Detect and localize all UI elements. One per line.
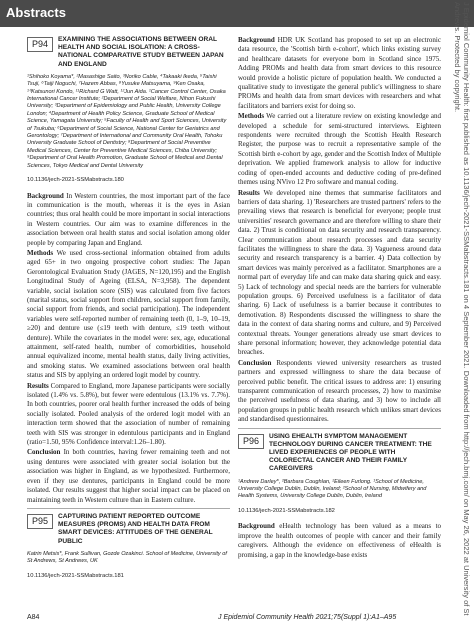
background-text: eHealth technology has been valued as a means to improve the health outcomes of people with cancer and their family caregivers. Although the evidence on effectiveness of eHealth is promising, a gap in the knowledge-base exists xyxy=(238,522,442,559)
left-column xyxy=(27,36,230,587)
abstract-id-badge: P96 xyxy=(238,434,264,449)
abstract-authors: ¹Andrew Darley*, ²Barbara Coughlan, ²Eileen Furlong. ¹School of Medicine, University College Dublin, Dublin, Ireland; ²School of Nursing, Midwifery and Health Systems, University College Dublin, Dublin, Ireland xyxy=(238,478,427,500)
abstract-id-badge: P94 xyxy=(27,37,53,52)
abstract-header xyxy=(238,433,441,474)
abstract-title: EXAMINING THE ASSOCIATIONS BETWEEN ORAL HEALTH AND SOCIAL ISOLATION: A CROSS-NATIONAL COMPARATIVE STUDY BETWEEN JAPAN AND ENGLAND xyxy=(58,36,224,68)
background-label: Background xyxy=(238,36,275,44)
abstract-p96 xyxy=(238,433,441,560)
results-text: We developed nine themes that summarise facilitators and barriers of data sharing. 1) 'Researchers are trusted partners' refers to the prevailing views that research is beneficial for everyone; people trust universities' research governance and are therefore willing to share their data. 2) Trust is conditional on data security and research transparency. Clear communication about research processes and data security facilitates the willingness to share the data. 3) Vagueness around data security and research transparency is a barrier. 4) Data collection by smart devices was mainly perceived as a facilitator. Smartphones are a normal part of everyday life and can make data sharing quick and easy. 5) Lack of technology and special needs are the barriers for vulnerable population groups. 6) Perceived usefulness is a facilitator of data sharing. 6) Lack of usefulness is a barrier because it contributes to demotivation. 8) Respondents discussed the willingness to share the data in the context of data sharing norms and culture, and 9) Perceived contextual threats. Younger generations already use smart devices to share personal information; however, they acknowledge potential data breaches. xyxy=(238,188,441,357)
conclusion-text: In both countries, having fewer remaining teeth and not using dentures were associated with greater social isolation but the association was higher in England, as we hypothesized. Furthermore, even if they use dentures, participants in England could be more isolated. Our results suggest that higher social impact can be placed on maintaining teeth in Western culture than in Eastern culture. xyxy=(27,448,231,504)
abstract-title: USING EHEALTH SYMPTOM MANAGEMENT TECHNOLOGY DURING CANCER TREATMENT: THE LIVED EXPERIENCES OF PEOPLE WITH COLORECTAL CANCER AND THEIR FAMILY CAREGIVERS xyxy=(269,432,432,473)
methods-text: We used cross-sectional information obtained from adults aged 65+ in two ongoing prospective cohort studies: The Japan Gerontological Evaluation Study (JAGES, N=120,195) and the English Longitudinal Study of Ageing (ELSA, N=3,958). The dependent variable, social isolation score (SIS) was calculated from five factors (marital status, social support from children, social support from family, social support from friends, and social participation). The independent variables were self-reported number of remaining teeth (0, 1–9, 10–19, ≥20) and denture use (≤19 teeth with denture, ≤19 teeth without denture). While the covariates in the model were: sex, age, educational attainment, self-rated health, number of comorbidities, household annual equivalized income, mental health status, daily living activities, and smoking status. We examined associations between oral health status and SIS by applying an ordered logit model by country. xyxy=(27,248,231,380)
abstract-authors: Katrin Metsis*, Frank Sullivan, Gozde Ozakinci. School of Medicine, University of St Andrews, St Andrews, UK xyxy=(27,550,227,565)
results-label: Results xyxy=(27,381,49,390)
abstract-authors: ¹Shihoko Koyama*, ²Masashige Saito, ³Noriko Cable, ⁴Takaaki Ikeda, ⁵Taishi Tsuji, ⁶Taiji Noguchi, ⁷Hazem Abbas, ⁸Yusuke Matsuyama, ⁹Ken Osaka, ¹⁰Katsunori Kondo, ¹¹Richard G Watt, ¹²Jun Aida. ¹Cancer Control Center, Osaka International Cancer Institute; ²Department of Social Welfare, Nihon Fukushi University; ³Department of Epidemiology and Public Health, University College London; ⁴Department of Health Policy Science, Graduate School of Medical Science, Yamagata University; ⁵Faculty of Health and Sport Sciences, University of Tsukuba; ⁶Department of Social Science, National Center for Geriatrics and Gerontology; ⁷Department of International and Community Oral Health, Tohoku University Graduate School of Dentistry; ⁸Department of Social Preventive Medical Sciences, Center for Preventive Medical Sciences, Chiba University; ⁹Department of Oral Health Promotion, Graduate School of Medical and Dental Sciences, Tokyo Medical and Dental University xyxy=(27,73,227,169)
background-paragraph xyxy=(27,192,230,248)
side-copyright-text: J Epidemiol Community Health: first published as 10.1136/jech-2021-SSMabstracts.181 on 4 September 2021. Downloaded from http://jech.bmj.com/ on May 26, 2022 at University of St Andrews. Protected by copyright. xyxy=(453,2,471,616)
background-paragraph xyxy=(238,36,441,111)
conclusion-label: Conclusion xyxy=(238,358,272,367)
abstract-doi: 10.1136/jech-2021-SSMabstracts.180 xyxy=(27,177,124,184)
results-text: Compared to England, more Japanese participants were socially isolated (1.4% vs. 5.8%), but fewer were edentulous (13.1% vs. 7.7%). In both countries, poorer oral health further increased the odds of being socially isolated. Pooled analysis of the ordered logit model with an interaction term showed that the association of number of remaining teeth with SIS was stronger in edentulous participants and in England (ratio=1.50, 95% Confidence interval:1.26–1.80). xyxy=(27,381,230,447)
abstract-doi: 10.1136/jech-2021-SSMabstracts.182 xyxy=(238,507,335,514)
conclusion-paragraph xyxy=(27,448,230,504)
results-label: Results xyxy=(238,188,260,197)
background-label: Background xyxy=(27,191,64,200)
abstract-doi: 10.1136/jech-2021-SSMabstracts.181 xyxy=(27,572,124,579)
background-text: HDR UK Scotland has proposed to set up an electronic data resource, the 'Scottish birth e-cohort', which links existing survey and healthcare datasets for everyone born in Scotland since 1975. Adding PROMs and health data from smart devices to this resource would provide a holistic picture of population health. We conducted a qualitative study to investigate the general public's willingness to share PROMs and health data from smart devices with researchers and what facilitators and barriers exist for doing so. xyxy=(238,36,441,110)
abstract-id-badge: P95 xyxy=(27,514,53,529)
background-paragraph xyxy=(238,522,441,560)
section-title: Abstracts xyxy=(6,5,66,20)
background-text: In Western countries, the most important part of the face in communication is the mouth, whereas it is the eyes in Asian countries; thus oral health could be more important in social interactions in Western countries. Our aim was to examine differences in the association between oral health status and social isolation among older people by comparing Japan and England. xyxy=(27,191,230,247)
right-column xyxy=(238,36,441,561)
methods-paragraph xyxy=(27,249,230,381)
abstract-p95-continued xyxy=(238,36,441,425)
divider xyxy=(238,428,441,429)
journal-citation: J Epidemiol Community Health 2021;75(Suppl 1):A1–A95 xyxy=(218,614,397,621)
abstract-header xyxy=(27,36,230,69)
side-copyright-strip xyxy=(448,0,474,631)
divider xyxy=(27,508,230,509)
methods-label: Methods xyxy=(238,112,265,121)
methods-label: Methods xyxy=(27,248,54,257)
abstract-p94 xyxy=(27,36,230,505)
abstract-p95 xyxy=(27,513,230,581)
abstract-header xyxy=(27,513,230,546)
methods-text: We carried out a literature review on existing knowledge and developed a schedule for semi-structured interviews. Eighteen respondents were recruited through the Scottish Health Research Register, the purpose was to recruit a representative sample of the Scottish birth e-cohort by age, gender and the Scottish Index of Multiple deprivation. We applied framework analysis to allow for inductive coding of open-ended accounts and deductive coding of pre-defined themes using NVivo 12 Pro software and manual coding. xyxy=(238,112,441,187)
conclusion-label: Conclusion xyxy=(27,448,61,457)
section-header-bar xyxy=(0,0,474,27)
results-paragraph xyxy=(238,189,441,358)
results-paragraph xyxy=(27,382,230,448)
conclusion-paragraph xyxy=(238,359,441,425)
abstract-title: CAPTURING PATIENT REPORTED OUTCOME MEASURES (PROMS) AND HEALTH DATA FROM SMART DEVICES: ATTITUDES OF THE GENERAL PUBLIC xyxy=(58,512,213,545)
background-label: Background xyxy=(238,522,275,531)
methods-paragraph xyxy=(238,112,441,187)
page-number: A84 xyxy=(27,614,40,621)
conclusion-text: Respondents viewed university researchers as trusted partners and expressed willingness to share the data because of perceived public benefit. The critical issues to address are: 1) ensuring transparent communication of research processes, 2) how to maximise the perceived usefulness of data sharing, and 3) how to include all population groups in public health research which unlikes smart devices and standardised questionnaires. xyxy=(238,358,441,424)
